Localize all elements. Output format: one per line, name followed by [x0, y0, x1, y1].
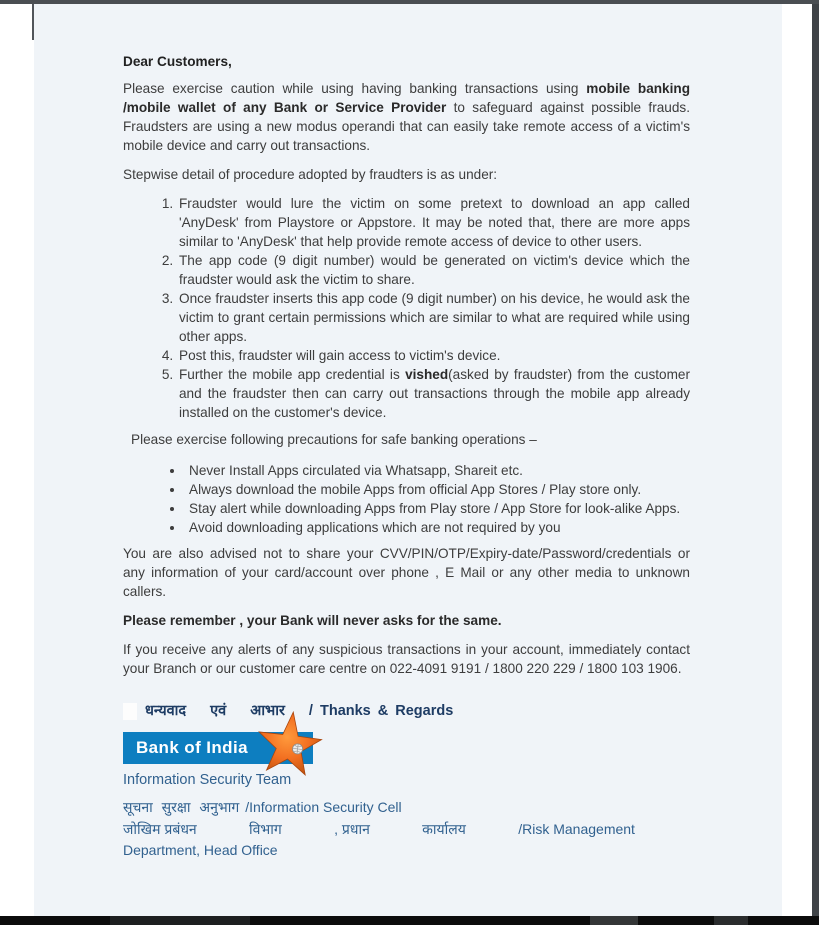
highlight-box [123, 703, 137, 720]
taskbar-segment [714, 916, 748, 925]
alerts-paragraph: If you receive any alerts of any suspicious transactions in your account, immediately contact your Branch or our customer care centre on 022-4091 9191 / 1800 220 229 / 1800 103 1906. [123, 642, 690, 676]
intro-text: to safeguard against possible frauds. Fraudsters are using a new modus operandi that can easily take remote access of a victim's mobile device and carry out transactions. [123, 100, 690, 153]
list-item [185, 480, 690, 499]
signature-cell-hindi: सूचना सुरक्षा अनुभाग [123, 799, 240, 815]
signature-risk-part: विभाग [249, 821, 282, 837]
signature-risk-part: , प्रधान [334, 821, 370, 837]
list-item [185, 499, 690, 518]
step-bold-text: vished [405, 367, 449, 382]
step-text: Fraudster would lure the victim on some pretext to download an app called 'AnyDesk' from Playstore or Appstore. It may be noted that, there are more apps similar to 'AnyDesk' that help provide remote access of device to other users. [179, 196, 690, 249]
list-item [177, 346, 690, 365]
thanks-hindi-word: एवं [210, 703, 227, 719]
list-item [177, 251, 690, 289]
document-page [34, 4, 782, 917]
signature-risk-tail: Department, Head Office [123, 842, 278, 858]
window-right-edge [812, 4, 819, 917]
list-item [185, 461, 690, 480]
precaution-text: Never Install Apps circulated via Whatsapp, Shareit etc. [189, 463, 523, 478]
step-text: Further the mobile app credential is [179, 367, 406, 382]
signature-risk-part: /Risk Management [518, 821, 635, 837]
signature-risk-part: जोखिम प्रबंधन [123, 821, 197, 837]
remember-statement: Please remember , your Bank will never asks for the same. [123, 613, 502, 628]
step-text: Post this, fraudster will gain access to victim's device. [179, 348, 501, 363]
salutation: Dear Customers, [123, 54, 232, 69]
list-item [185, 518, 690, 537]
signature-cell-line [123, 797, 690, 818]
bank-of-india-logo-text: Bank of India [123, 732, 313, 764]
signature-team: Information Security Team [123, 772, 292, 788]
step-text: Once fraudster inserts this app code (9 digit number) on his device, he would ask the victim to grant certain permissions which are similar to what are required while using other apps. [179, 291, 690, 344]
list-item [177, 365, 690, 422]
intro-text: Please exercise caution while using having banking transactions using [123, 81, 587, 96]
precaution-text: Avoid downloading applications which are not required by you [189, 520, 561, 535]
signature-risk-line [123, 819, 635, 840]
precautions-list [123, 461, 690, 537]
bank-of-india-logo [123, 732, 313, 764]
bank-of-india-star-icon [250, 704, 328, 782]
taskbar-segment [110, 916, 250, 925]
intro-bold-text: mobile banking /mobile wallet of any Bank or Service Provider [123, 81, 690, 115]
fraud-steps-list [123, 194, 690, 422]
letter-body [123, 52, 690, 861]
thanks-hindi-word: आभार [250, 703, 285, 719]
advice-paragraph: You are also advised not to share your CVV/PIN/OTP/Expiry-date/Password/credentials or any information of your card/account over phone , E Mail or any other media to unknown callers. [123, 546, 690, 599]
thanks-hindi-word: धन्यवाद [145, 703, 187, 719]
stepwise-heading: Stepwise detail of procedure adopted by fraudters is as under: [123, 167, 498, 182]
taskbar-segment [590, 916, 638, 925]
precautions-heading: Please exercise following precautions for safe banking operations – [131, 432, 537, 447]
precaution-text: Always download the mobile Apps from official App Stores / Play store only. [189, 482, 642, 497]
intro-paragraph [123, 79, 690, 155]
precaution-text: Stay alert while downloading Apps from Play store / App Store for look-alike Apps. [189, 501, 681, 516]
thanks-line [123, 702, 690, 721]
signature-cell-latin: /Information Security Cell [245, 799, 402, 815]
thanks-latin-text: / Thanks & Regards [308, 703, 454, 719]
step-text: The app code (9 digit number) would be generated on victim's device which the fraudster would ask the victim to share. [179, 253, 690, 287]
step-text: (asked by fraudster) from the customer and the fraudster then can carry out transactions through the mobile app already installed on the customer's device. [179, 367, 691, 420]
list-item [177, 194, 690, 251]
signature-risk-part: कार्यालय [422, 821, 466, 837]
bottom-taskbar-strip [0, 916, 819, 925]
list-item [177, 289, 690, 346]
